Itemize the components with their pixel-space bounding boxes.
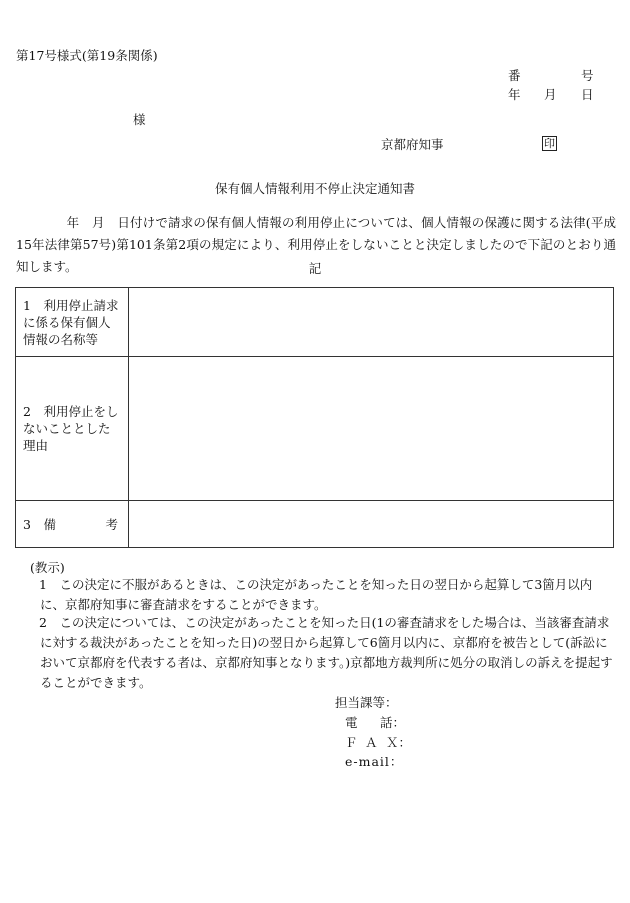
email-label: e-mail： [345,754,404,769]
number-suffix: 号 [581,68,594,83]
table-row [16,501,614,548]
contact-email [335,756,455,770]
table-row [16,288,614,357]
contact-department [335,697,455,711]
details-table [15,287,614,548]
date-year: 年 [508,87,521,102]
document-number-line [508,70,594,84]
reason-label: 2 利用停止をしないこととした理由 [16,357,129,501]
remarks-label [16,501,129,548]
name-value-cell[interactable] [129,288,614,357]
date-line [508,89,594,103]
date-month: 月 [544,87,557,102]
phone-label-b: 話： [380,715,406,730]
ki-heading: 記 [308,261,322,276]
fax-label-b: Ａ [365,735,378,750]
department-label: 担当課等： [335,695,398,710]
date-day: 日 [581,87,594,102]
reason-value-cell[interactable] [129,357,614,501]
remarks-value-cell[interactable] [129,501,614,548]
issuer-name: 京都府知事 [381,137,444,152]
instruction-item: 1 この決定に不服があるときは、この決定があったことを知った日の翌日から起算して3箇月以内に、京都府知事に審査請求をすることができます。 [39,577,593,612]
instruction-item: 2 この決定については、この決定があったことを知った日(1の審査請求をした場合は、当該審査請求に対する裁決があったことを知った日)の翌日から起算して6箇月以内に、京都府を被告として(訴訟において京都府を代表する者は、京都府知事となります。)京都地方裁判所に処分の取消しの訴えを提起することができます。 [39,615,613,690]
seal-mark: 印 [544,137,555,150]
name-label: 1 利用停止請求に係る保有個人情報の名称等 [16,288,129,357]
addressee: 様 [133,112,146,127]
fax-label-a: Ｆ [345,735,358,750]
contact-phone [335,717,455,731]
contact-fax [335,737,455,751]
phone-label-a: 電 [345,715,358,730]
remarks-label-end: 考 [105,516,118,532]
number-label: 番 [508,68,521,83]
instruction-heading: (教示) [30,560,65,575]
document-title: 保有個人情報利用不停止決定通知書 [214,181,415,196]
table-row [16,357,614,501]
form-number: 第17号様式(第19条関係) [16,48,158,63]
remarks-label-start: 3 備 [23,516,56,532]
body-paragraph: 年 月 日付けで請求の保有個人情報の利用停止については、個人情報の保護に関する法律(平成15年法律第57号)第101条第2項の規定により、利用停止をしないことと決定しましたので下記のとおり通知します。 [16,215,616,274]
fax-label-c: Ｘ： [386,735,412,750]
